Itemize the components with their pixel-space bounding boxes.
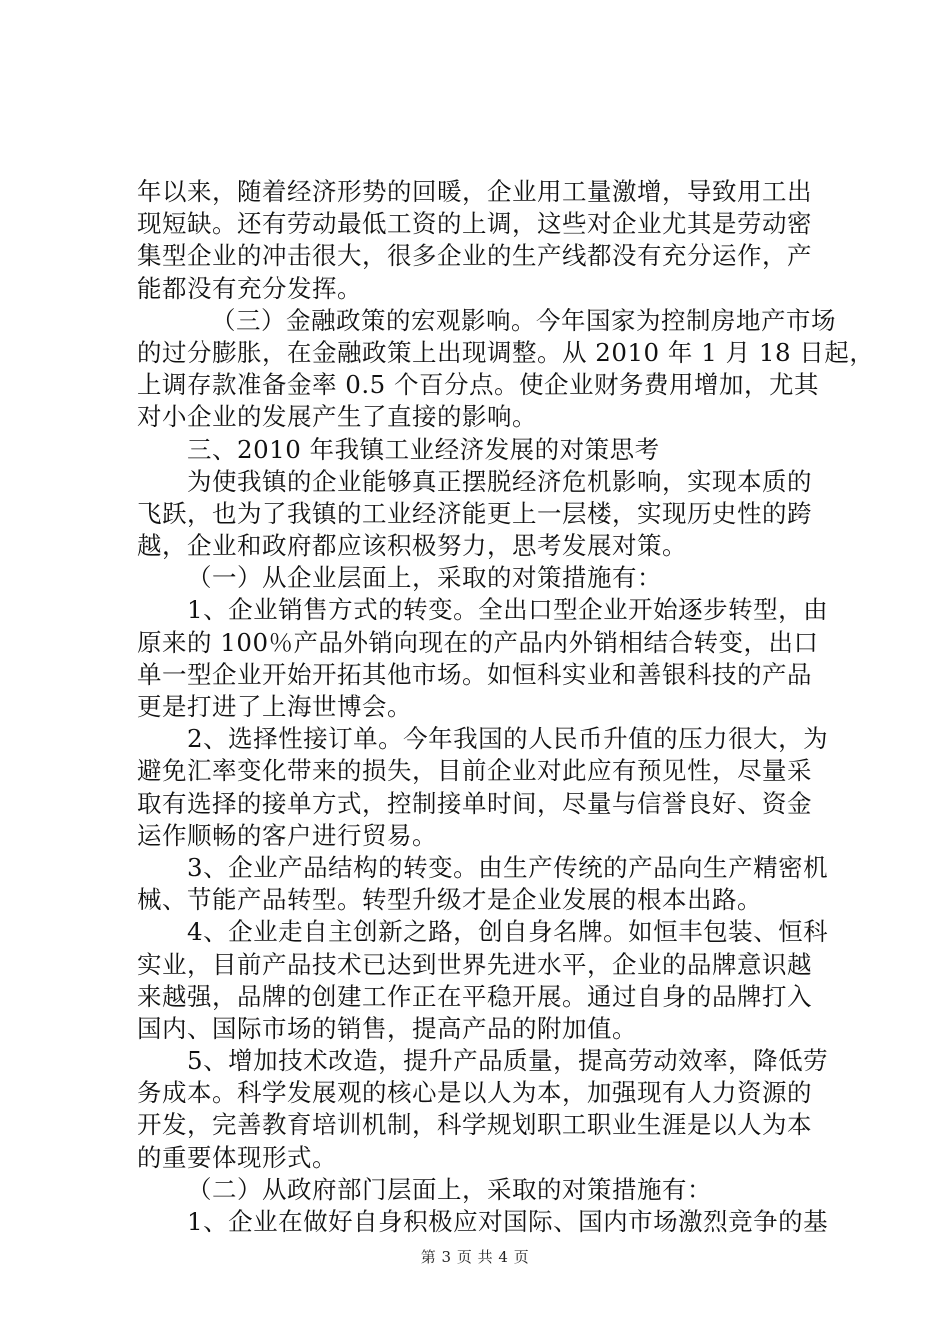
- text-line: 能都没有充分发挥。: [137, 273, 362, 303]
- list-item-start: 4、企业走自主创新之路，创自身名牌。如恒丰包装、恒科: [187, 917, 829, 947]
- list-item-start: 1、企业销售方式的转变。全出口型企业开始逐步转型，由: [187, 595, 829, 625]
- text-line: 的重要体现形式。: [137, 1142, 337, 1172]
- text-line: 飞跃，也为了我镇的工业经济能更上一层楼，实现历史性的跨: [137, 498, 812, 528]
- text-line: 集型企业的冲击很大，很多企业的生产线都没有充分运作，产: [137, 241, 812, 271]
- text-line: 来越强，品牌的创建工作正在平稳开展。通过自身的品牌打入: [137, 981, 812, 1011]
- text-line: 越，企业和政府都应该积极努力，思考发展对策。: [137, 531, 687, 561]
- text-line: 取有选择的接单方式，控制接单时间，尽量与信誉良好、资金: [137, 788, 812, 818]
- list-item-start: 2、选择性接订单。今年我国的人民币升值的压力很大，为: [187, 724, 829, 754]
- text-line: 的过分膨胀，在金融政策上出现调整。从 2010 年 1 月 18 日起，: [137, 337, 875, 367]
- subsection-heading: （一）从企业层面上，采取的对策措施有：: [187, 563, 662, 593]
- text-line: 原来的 100％产品外销向现在的产品内外销相结合转变，出口: [137, 627, 819, 657]
- paragraph-start: 为使我镇的企业能够真正摆脱经济危机影响，实现本质的: [187, 466, 812, 496]
- text-line: 国内、国际市场的销售，提高产品的附加值。: [137, 1013, 637, 1043]
- section-heading: 三、2010 年我镇工业经济发展的对策思考: [187, 434, 660, 464]
- text-line: 务成本。科学发展观的核心是以人为本，加强现有人力资源的: [137, 1078, 812, 1108]
- body-text: [137, 176, 875, 1238]
- subsection-heading: （三）金融政策的宏观影响。今年国家为控制房地产市场: [211, 305, 836, 335]
- list-item-start: 1、企业在做好自身积极应对国际、国内市场激烈竞争的基: [187, 1207, 829, 1236]
- text-line: 对小企业的发展产生了直接的影响。: [137, 402, 537, 432]
- subsection-heading: （二）从政府部门层面上，采取的对策措施有：: [187, 1174, 712, 1204]
- text-line: 年以来，随着经济形势的回暖，企业用工量激增，导致用工出: [137, 177, 812, 206]
- list-item-start: 5、增加技术改造，提升产品质量，提高劳动效率，降低劳: [187, 1046, 829, 1076]
- page-footer: 第 3 页 共 4 页: [420, 1248, 530, 1266]
- text-line: 运作顺畅的客户进行贸易。: [137, 820, 437, 850]
- text-line: 更是打进了上海世博会。: [137, 692, 412, 721]
- text-line: 避免汇率变化带来的损失，目前企业对此应有预见性，尽量采: [137, 756, 812, 786]
- text-line: 单一型企业开始开拓其他市场。如恒科实业和善银科技的产品: [137, 659, 812, 689]
- text-line: 现短缺。还有劳动最低工资的上调，这些对企业尤其是劳动密: [137, 209, 812, 239]
- text-line: 械、节能产品转型。转型升级才是企业发展的根本出路。: [137, 885, 762, 915]
- list-item-start: 3、企业产品结构的转变。由生产传统的产品向生产精密机: [187, 852, 829, 882]
- text-line: 上调存款准备金率 0.5 个百分点。使企业财务费用增加，尤其: [137, 370, 820, 400]
- text-line: 实业，目前产品技术已达到世界先进水平，企业的品牌意识越: [137, 949, 812, 979]
- text-line: 开发，完善教育培训机制，科学规划职工职业生涯是以人为本: [137, 1110, 812, 1140]
